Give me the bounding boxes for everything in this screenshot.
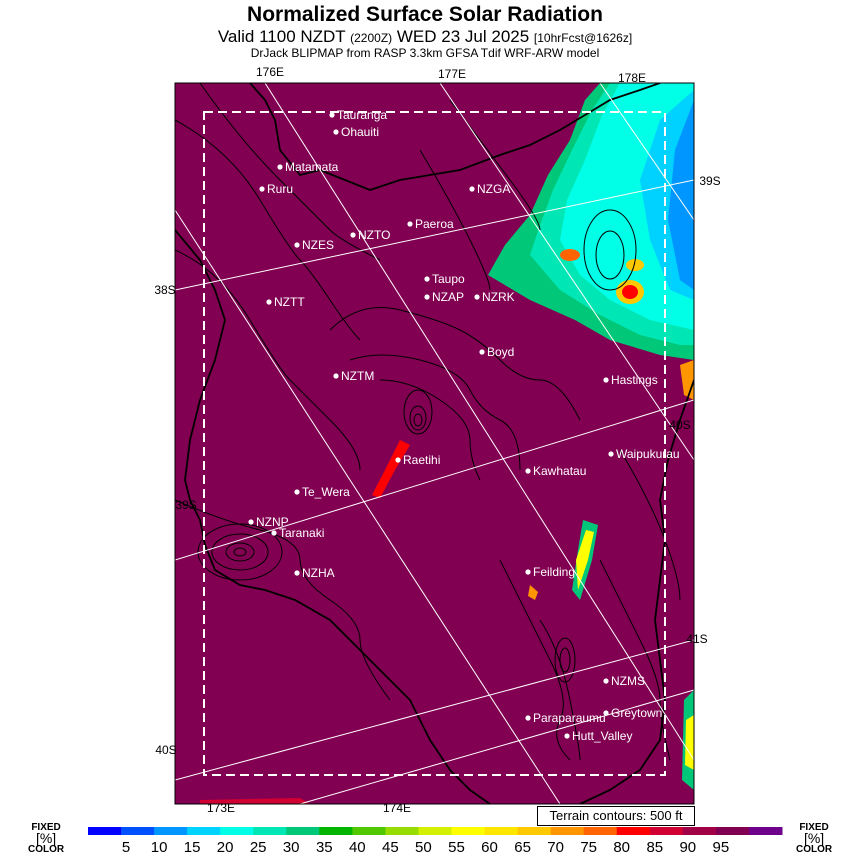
- place-marker: [525, 565, 575, 579]
- place-marker: [271, 526, 324, 540]
- place-dot: [525, 569, 530, 574]
- place-label: NZRK: [482, 290, 515, 304]
- legend-swatch: [220, 827, 254, 835]
- legend-swatch: [650, 827, 684, 835]
- place-label: Waipukurau: [616, 447, 680, 461]
- place-dot: [259, 186, 264, 191]
- place-label: NZES: [302, 238, 335, 252]
- legend-swatch: [187, 827, 221, 835]
- place-dot: [525, 715, 530, 720]
- legend-swatch: [452, 827, 486, 835]
- place-label: Hastings: [611, 373, 658, 387]
- legend-swatch: [286, 827, 320, 835]
- place-dot: [350, 232, 355, 237]
- place-dot: [407, 221, 412, 226]
- legend-swatch: [418, 827, 452, 835]
- legend-swatch: [485, 827, 519, 835]
- model-description: DrJack BLIPMAP from RASP 3.3km GFSA Tdif WRF-ARW model: [250, 46, 600, 60]
- longitude-label: 178E: [617, 71, 647, 85]
- place-dot: [294, 570, 299, 575]
- legend-tick-label: 70: [547, 839, 564, 856]
- place-label: Te_Wera: [302, 485, 350, 499]
- place-dot: [294, 242, 299, 247]
- legend-left-label: [28, 822, 64, 855]
- place-label: Taranaki: [279, 526, 325, 540]
- place-label: Greytown: [611, 706, 663, 720]
- legend-right-label: [796, 822, 832, 855]
- latitude-label: 39S: [699, 174, 721, 188]
- legend-tick-label: 80: [613, 839, 631, 856]
- legend-tick-label: 50: [415, 839, 432, 856]
- place-label: Matamata: [285, 160, 339, 174]
- place-dot: [248, 519, 253, 524]
- place-label: NZTT: [274, 295, 305, 309]
- place-label: NZTM: [341, 369, 375, 383]
- place-marker: [525, 711, 605, 725]
- place-dot: [333, 373, 338, 378]
- page-title: Normalized Surface Solar Radiation: [247, 3, 603, 26]
- legend-swatch: [352, 827, 386, 835]
- legend-tick-label: 95: [712, 839, 730, 856]
- latitude-label: 40S: [669, 418, 691, 432]
- place-label: NZNP: [256, 515, 289, 529]
- legend-swatch: [683, 827, 717, 835]
- legend-swatch: [551, 827, 585, 835]
- longitude-label: 177E: [437, 67, 467, 81]
- latitude-label: 39S: [175, 498, 197, 512]
- place-label: Kawhatau: [533, 464, 587, 478]
- legend-tick-label: 75: [580, 839, 598, 856]
- place-dot: [469, 186, 474, 191]
- longitude-label: 174E: [382, 801, 412, 815]
- legend-swatch: [319, 827, 353, 835]
- place-dot: [603, 678, 608, 683]
- place-label: Tauranga: [337, 108, 388, 122]
- legend-swatch: [253, 827, 287, 835]
- legend-swatch: [716, 827, 750, 835]
- place-label: NZHA: [302, 566, 335, 580]
- place-marker: [525, 464, 586, 478]
- place-label: NZAP: [432, 290, 465, 304]
- place-dot: [608, 451, 613, 456]
- place-dot: [525, 468, 530, 473]
- legend-tick-label: 35: [315, 839, 333, 856]
- place-dot: [333, 129, 338, 134]
- place-marker: [333, 125, 379, 139]
- valid-time-local: Valid 1100 NZDT: [217, 27, 346, 46]
- legend-swatch: [584, 827, 618, 835]
- legend-swatch: [385, 827, 419, 835]
- place-marker: [407, 217, 454, 231]
- place-marker: [603, 706, 662, 720]
- place-label: Hutt_Valley: [572, 729, 633, 743]
- legend-swatch: [518, 827, 552, 835]
- legend-tick-label: 90: [679, 839, 697, 856]
- place-marker: [608, 447, 679, 461]
- legend-right-fixed: FIXED: [799, 822, 829, 833]
- place-dot: [479, 349, 484, 354]
- place-dot: [271, 530, 276, 535]
- place-label: Boyd: [487, 345, 515, 359]
- place-marker: [564, 729, 632, 743]
- terrain-contour-note: Terrain contours: 500 ft: [537, 806, 695, 826]
- latitude-label: 38S: [154, 283, 176, 297]
- longitude-label: 176E: [255, 65, 285, 79]
- place-dot: [564, 733, 569, 738]
- legend-swatch: [154, 827, 188, 835]
- legend-tick-label: 65: [514, 839, 531, 856]
- place-label: Raetihi: [403, 453, 441, 467]
- legend-tick-label: 55: [448, 839, 465, 856]
- forecast-info: [10hrFcst@1626z]: [533, 31, 633, 45]
- place-label: NZMS: [611, 674, 645, 688]
- place-label: Feilding: [533, 565, 576, 579]
- legend-left-fixed: FIXED: [31, 822, 61, 833]
- place-marker: [329, 108, 387, 122]
- legend-tick-label: 30: [282, 839, 300, 856]
- valid-date: WED 23 Jul 2025: [396, 27, 530, 46]
- place-marker: [395, 453, 440, 467]
- legend-tick-label: 15: [183, 839, 201, 856]
- legend-tick-label: 25: [249, 839, 267, 856]
- legend-tick-label: 60: [481, 839, 498, 856]
- place-dot: [603, 377, 608, 382]
- place-marker: [277, 160, 338, 174]
- place-dot: [294, 489, 299, 494]
- place-label: NZGA: [477, 182, 511, 196]
- place-dot: [266, 299, 271, 304]
- longitude-label: 173E: [206, 801, 236, 815]
- place-label: Ruru: [267, 182, 294, 196]
- place-dot: [424, 294, 429, 299]
- legend-tick-label: 5: [121, 839, 131, 856]
- legend-tick-label: 10: [150, 839, 168, 856]
- place-label: Paeroa: [415, 217, 454, 231]
- place-label: Paraparaumu: [533, 711, 606, 725]
- place-marker: [603, 373, 657, 387]
- legend-swatch: [88, 827, 122, 835]
- legend-right-unit: [%]: [803, 830, 825, 846]
- legend-tick-label: 20: [216, 839, 234, 856]
- legend-tick-label: 85: [646, 839, 664, 856]
- valid-time-utc: (2200Z): [350, 31, 393, 45]
- legend-tick-label: 40: [348, 839, 366, 856]
- place-label: Ohauiti: [341, 125, 380, 139]
- place-dot: [395, 457, 400, 462]
- place-dot: [329, 112, 334, 117]
- latitude-label: 41S: [686, 632, 708, 646]
- place-label: NZTO: [358, 228, 391, 242]
- latitude-label: 40S: [155, 743, 177, 757]
- legend-left-color: COLOR: [28, 844, 65, 855]
- place-dot: [424, 276, 429, 281]
- place-dot: [277, 164, 282, 169]
- legend-tick-label: 45: [382, 839, 399, 856]
- legend-swatch: [749, 827, 783, 835]
- place-label: Taupo: [432, 272, 465, 286]
- legend-right-color: COLOR: [796, 844, 833, 855]
- legend-swatch: [617, 827, 651, 835]
- place-marker: [294, 485, 350, 499]
- legend-swatch: [121, 827, 155, 835]
- legend-left-unit: [%]: [35, 830, 57, 846]
- place-dot: [474, 294, 479, 299]
